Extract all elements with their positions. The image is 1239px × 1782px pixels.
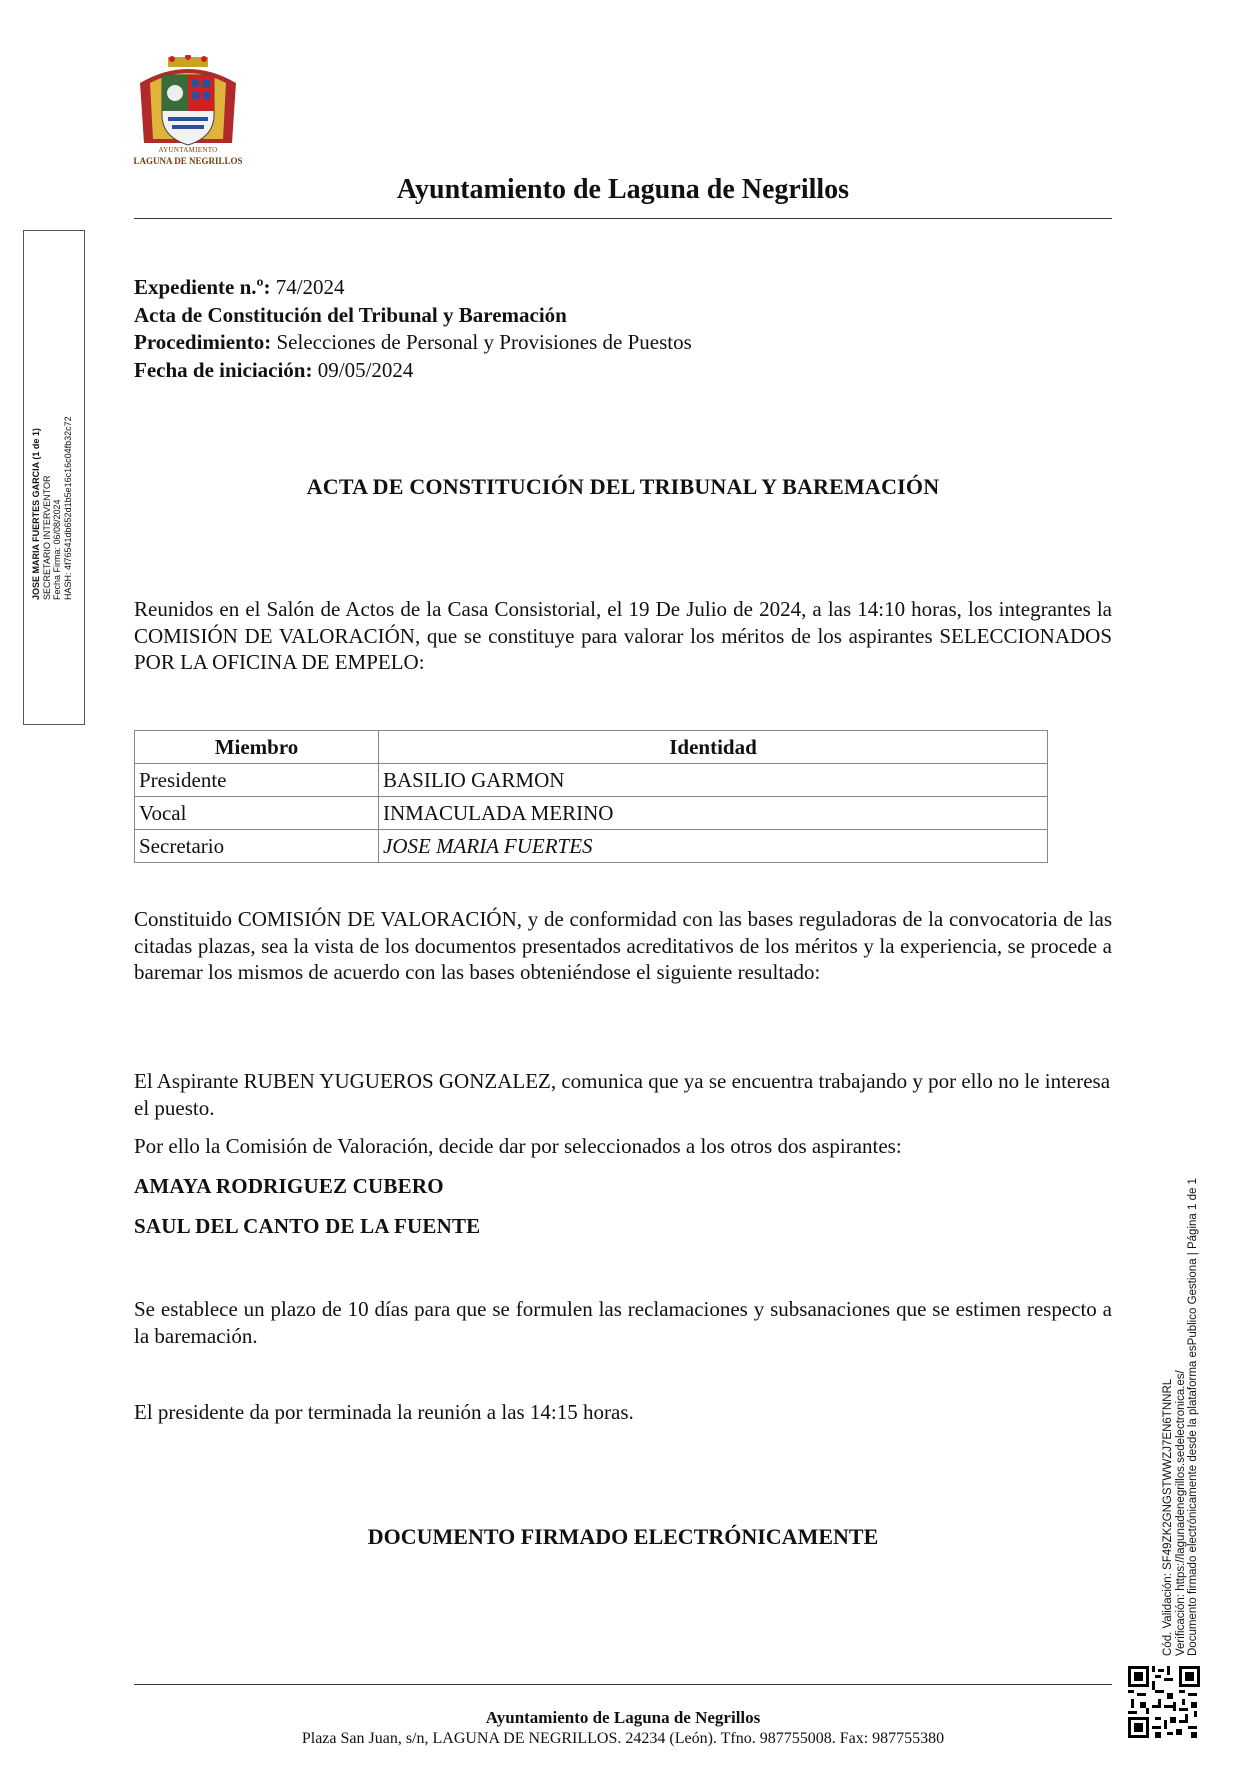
constituted-paragraph: Constituido COMISIÓN DE VALORACIÓN, y de conformidad con las bases reguladoras de la convocatoria de las citadas plazas, sea la vista de los documentos presentados acreditativos de los méritos y la experiencia, se procede a baremar los mismos de acuerdo con las bases obteniéndose el siguiente resultado: bbox=[134, 907, 1112, 984]
document-meta bbox=[134, 274, 692, 384]
selected-candidate-1: AMAYA RODRIGUEZ CUBERO bbox=[134, 1174, 444, 1198]
footer-divider bbox=[134, 1684, 1112, 1685]
table-row bbox=[135, 764, 1048, 797]
selected-candidate-2: SAUL DEL CANTO DE LA FUENTE bbox=[134, 1214, 481, 1238]
table-header-row bbox=[135, 731, 1048, 764]
member-name: JOSE MARIA FUERTES bbox=[379, 830, 1048, 863]
column-header-identidad: Identidad bbox=[379, 731, 1048, 764]
column-header-miembro: Miembro bbox=[135, 731, 379, 764]
fecha-label: Fecha de iniciación: bbox=[134, 357, 313, 382]
qr-code-icon bbox=[1128, 1666, 1200, 1738]
procedimiento-value: Selecciones de Personal y Provisiones de Puestos bbox=[271, 330, 692, 354]
member-role: Vocal bbox=[135, 797, 379, 830]
acta-title: Acta de Constitución del Tribunal y Baremación bbox=[134, 302, 567, 327]
table-row bbox=[135, 830, 1048, 863]
member-name: INMACULADA MERINO bbox=[379, 797, 1048, 830]
table-row bbox=[135, 797, 1048, 830]
members-table bbox=[134, 730, 1048, 863]
expediente-label: Expediente n.º: bbox=[134, 275, 271, 299]
coat-of-arms-icon bbox=[128, 55, 248, 150]
closing-line: El presidente da por terminada la reunión a las 14:15 horas. bbox=[134, 1400, 634, 1424]
decision-line: Por ello la Comisión de Valoración, decide dar por seleccionados a los otros dos aspirantes: bbox=[134, 1134, 902, 1158]
intro-paragraph: Reunidos en el Salón de Actos de la Casa Consistorial, el 19 De Julio de 2024, a las 14:10 horas, los integrantes la COMISIÓN DE VALORACIÓN, que se constituye para valorar los méritos de los aspirantes SELECCIONADOS POR LA OFICINA DE EMPELO: bbox=[134, 597, 1112, 674]
member-role: Secretario bbox=[135, 830, 379, 863]
footer-address: Plaza San Juan, s/n, LAGUNA DE NEGRILLOS. 24234 (León). Tfno. 987755008. Fax: 987755380 bbox=[301, 1730, 945, 1747]
deadline-paragraph: Se establece un plazo de 10 días para que se formulen las reclamaciones y subsanaciones que se estimen respecto a la baremación. bbox=[134, 1297, 1112, 1348]
section-title: ACTA DE CONSTITUCIÓN DEL TRIBUNAL Y BAREMACIÓN bbox=[306, 474, 940, 499]
logo-caption-ayuntamiento: AYUNTAMIENTO bbox=[158, 146, 218, 154]
procedimiento-label: Procedimiento: bbox=[134, 330, 272, 354]
page-title: Ayuntamiento de Laguna de Negrillos bbox=[396, 174, 850, 205]
aspirant-paragraph: El Aspirante RUBEN YUGUEROS GONZALEZ, comunica que ya se encuentra trabajando y por ello no le interesa el puesto. bbox=[134, 1069, 1111, 1120]
header-divider bbox=[134, 218, 1112, 219]
footer-title: Ayuntamiento de Laguna de Negrillos bbox=[485, 1708, 761, 1727]
member-role: Presidente bbox=[135, 764, 379, 797]
signed-notice: DOCUMENTO FIRMADO ELECTRÓNICAMENTE bbox=[367, 1524, 879, 1549]
member-name: BASILIO GARMON bbox=[379, 764, 1048, 797]
fecha-value: 09/05/2024 bbox=[312, 357, 414, 382]
logo-caption-name: LAGUNA DE NEGRILLOS bbox=[133, 156, 243, 166]
expediente-value: 74/2024 bbox=[270, 275, 345, 299]
